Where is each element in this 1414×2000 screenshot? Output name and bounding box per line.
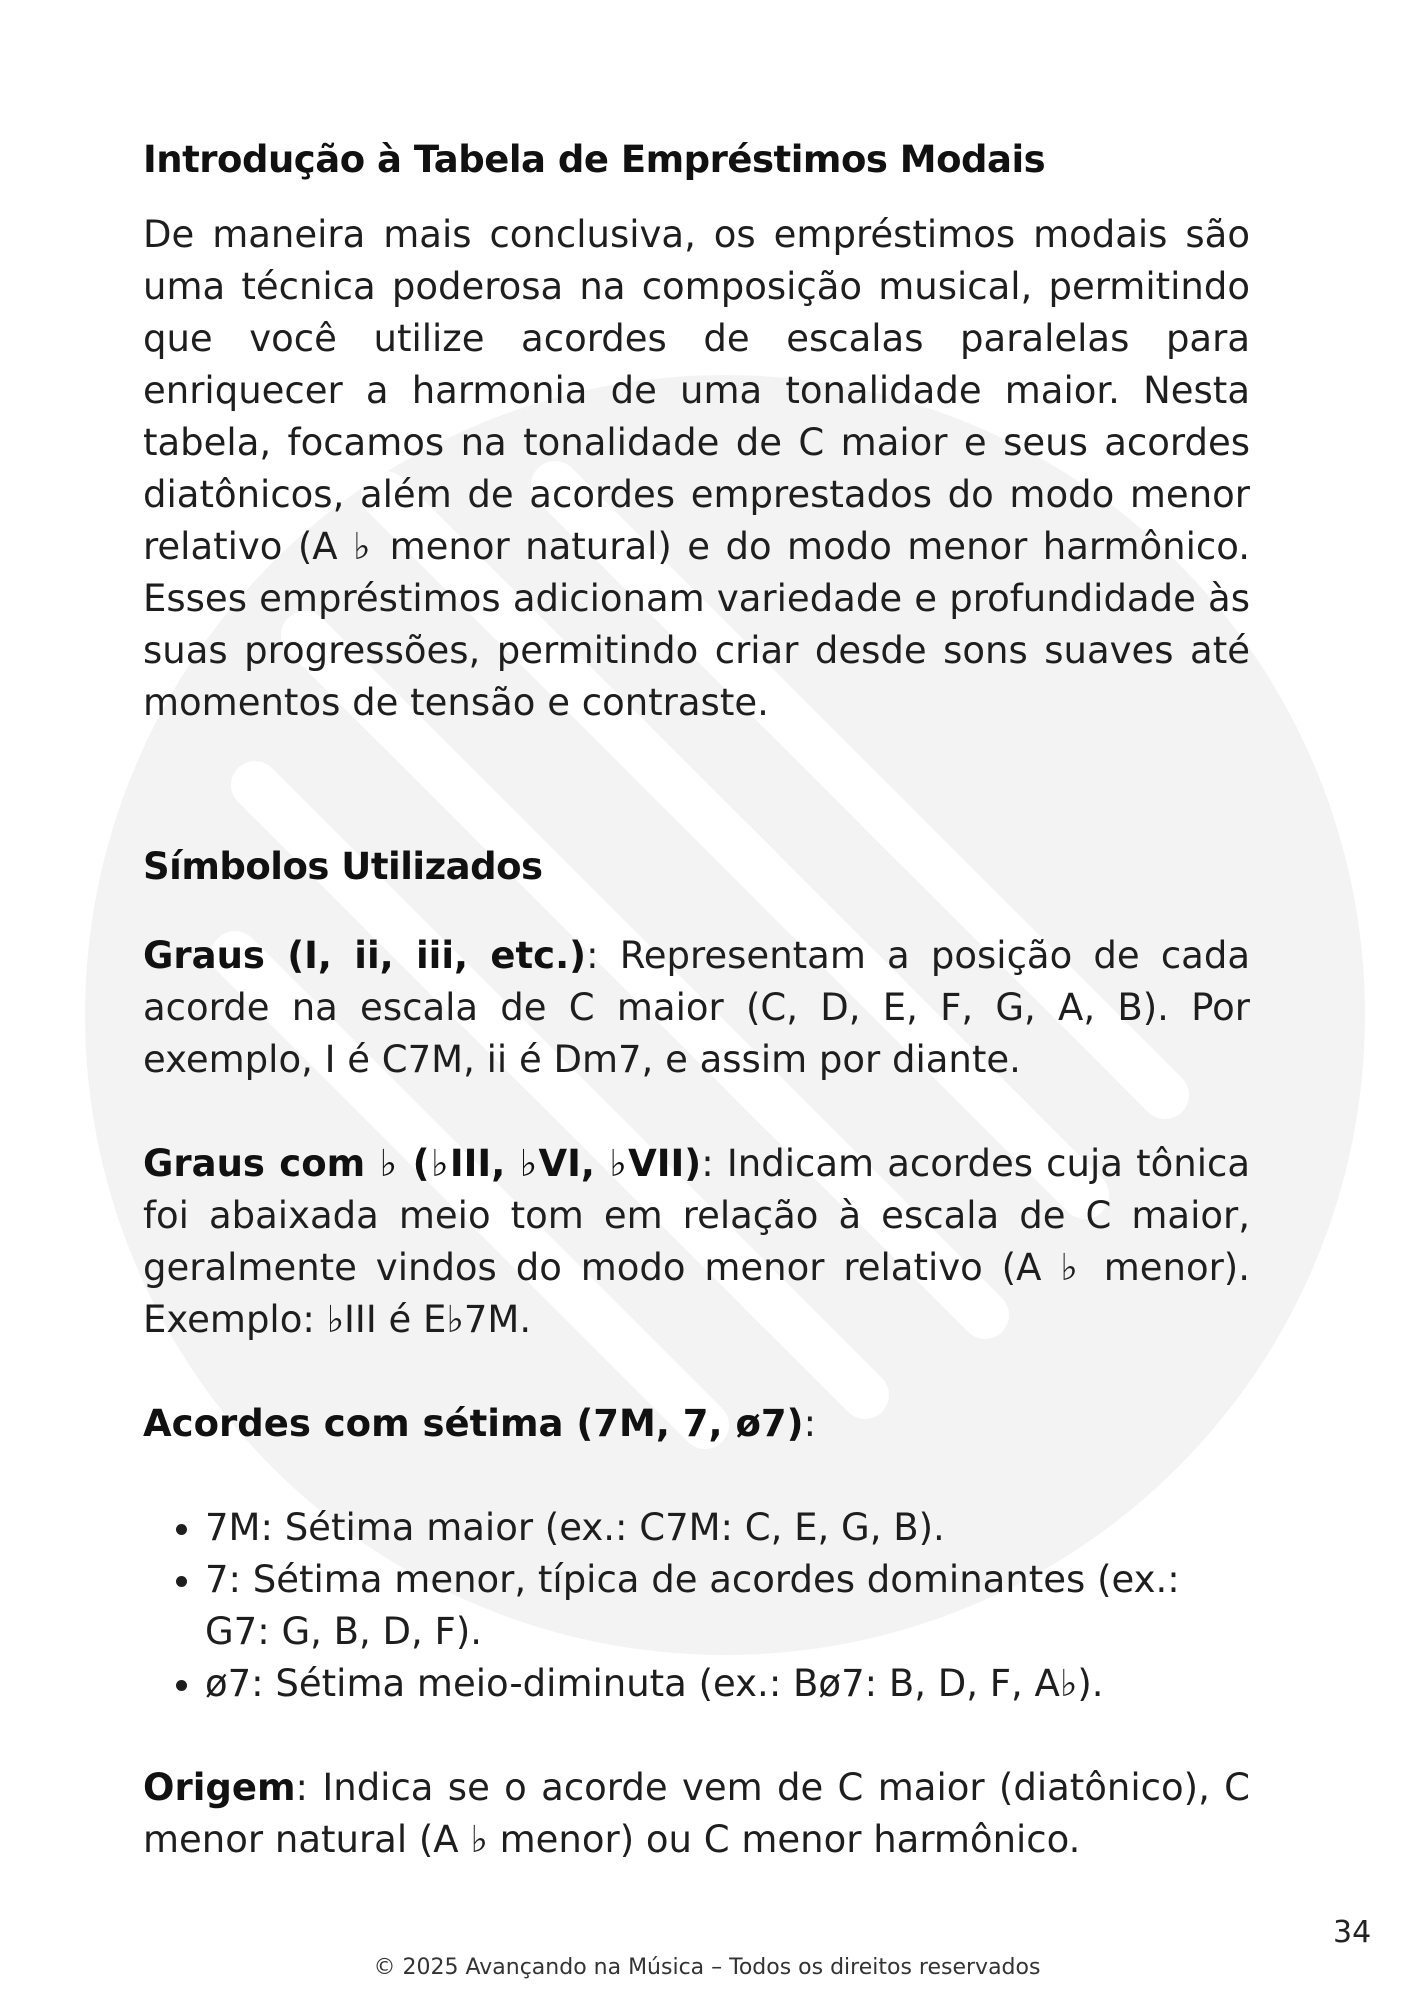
page-number: 34 (1333, 1915, 1372, 1950)
sevenths-definition (143, 1398, 1250, 1450)
origem-definition (143, 1762, 1250, 1866)
sevenths-colon: : (803, 1402, 817, 1445)
intro-heading: Introdução à Tabela de Empréstimos Modais (143, 138, 1046, 181)
symbols-heading: Símbolos Utilizados (143, 845, 543, 888)
list-item: • 7: Sétima menor, típica de acordes dominantes (ex.: G7: G, B, D, F). (205, 1554, 1250, 1658)
list-item: • ø7: Sétima meio-diminuta (ex.: Bø7: B, D, F, A♭). (205, 1658, 1250, 1710)
graus-definition (143, 930, 1250, 1086)
graus-term: Graus (I, ii, iii, etc.) (143, 934, 587, 977)
origem-description: : Indica se o acorde vem de C maior (diatônico), C menor natural (A ♭ menor) ou C menor harmônico. (143, 1766, 1250, 1861)
graus-flat-term: Graus com ♭ (♭III, ♭VI, ♭VII) (143, 1142, 702, 1185)
origem-term: Origem (143, 1766, 296, 1809)
list-item: • 7M: Sétima maior (ex.: C7M: C, E, G, B). (205, 1502, 1250, 1554)
page-content (143, 138, 1250, 1866)
graus-flat-description: : Indicam acordes cuja tônica foi abaixada meio tom em relação à escala de C maior, geralmente vindos do modo menor relativo (A ♭ menor). Exemplo: ♭III é E♭7M. (143, 1142, 1251, 1341)
graus-flat-definition (143, 1138, 1250, 1346)
sevenths-list (143, 1502, 1250, 1710)
sevenths-term: Acordes com sétima (7M, 7, ø7) (143, 1402, 804, 1445)
graus-description: : Representam a posição de cada acorde na escala de C maior (C, D, E, F, G, A, B). Por exemplo, I é C7M, ii é Dm7, e assim por diante. (143, 934, 1250, 1081)
intro-paragraph: De maneira mais conclusiva, os empréstimos modais são uma técnica poderosa na composição musical, permitindo que você utilize acordes de escalas paralelas para enriquecer a harmonia de uma tonalidade maior. Nesta tabela, focamos na tonalidade de C maior e seus acordes diatônicos, além de acordes emprestados do modo menor relativo (A ♭ menor natural) e do modo menor harmônico. Esses empréstimos adicionam variedade e profundidade às suas progressões, permitindo criar desde sons suaves até momentos de tensão e contraste. (143, 213, 1250, 724)
copyright-footer: © 2025 Avançando na Música – Todos os direitos reservados (373, 1955, 1041, 1980)
